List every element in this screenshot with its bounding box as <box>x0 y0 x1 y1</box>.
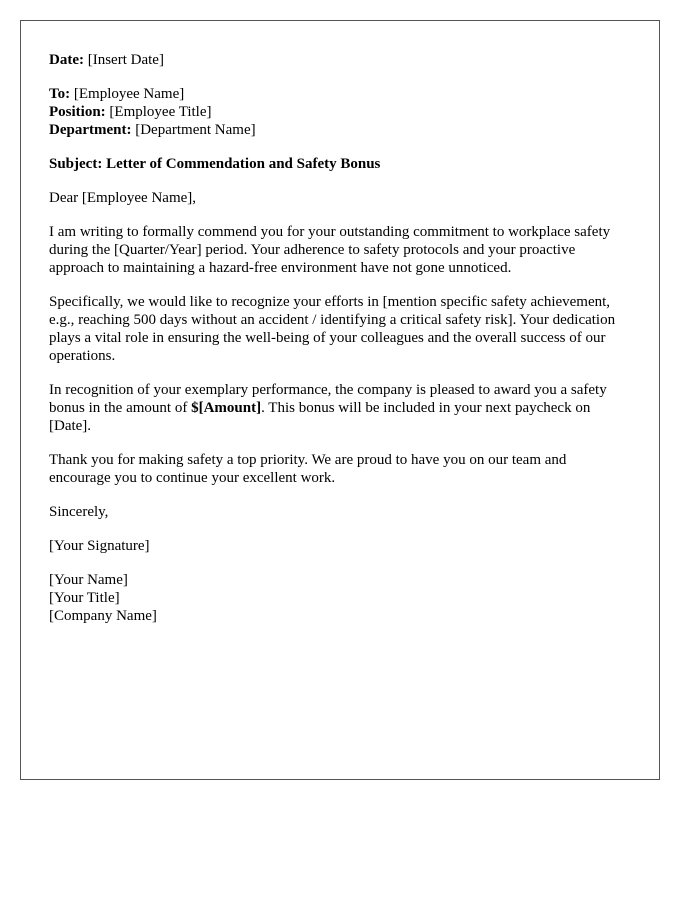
date-line <box>49 51 631 69</box>
position-line <box>49 103 631 121</box>
body-paragraph-1: I am writing to formally commend you for your outstanding commitment to workplace safety during the [Quarter/Year] period. Your adherence to safety protocols and your proactive approach to maintaining a hazard-free environment have not gone unnoticed. <box>49 224 611 276</box>
closing: Sincerely, <box>49 504 109 520</box>
salutation: Dear [Employee Name], <box>49 190 197 206</box>
bonus-text-before: In recognition of your exemplary performance, the company is pleased to award you a safety bonus in the amount of <box>49 382 607 416</box>
bonus-amount: $[Amount] <box>191 400 262 416</box>
sender-name: [Your Name] <box>49 572 128 588</box>
subject-line: Subject: Letter of Commendation and Safety Bonus <box>49 156 381 172</box>
to-value: [Employee Name] <box>73 86 185 102</box>
signature-placeholder: [Your Signature] <box>49 538 150 554</box>
position-value: [Employee Title] <box>109 104 212 120</box>
department-label: Department: <box>49 122 132 138</box>
letter-page <box>20 20 660 780</box>
sender-block <box>49 571 631 625</box>
department-line <box>49 121 631 139</box>
to-line <box>49 85 631 103</box>
body-paragraph-3 <box>49 381 631 435</box>
bonus-text-after: . This bonus will be included in your next paycheck on [Date]. <box>49 400 591 434</box>
body-paragraph-2: Specifically, we would like to recognize your efforts in [mention specific safety achievement, e.g., reaching 500 days without an accident / identifying a critical safety risk]. Your dedication plays a vital role in ensuring the well-being of your colleagues and the overall success of our operations. <box>49 294 616 364</box>
recipient-block <box>49 85 631 139</box>
body-paragraph-4: Thank you for making safety a top priority. We are proud to have you on our team and encourage you to continue your excellent work. <box>49 452 567 486</box>
sender-title: [Your Title] <box>49 590 120 606</box>
to-label: To: <box>49 86 71 102</box>
date-label: Date: <box>49 52 84 68</box>
sender-company: [Company Name] <box>49 608 157 624</box>
position-label: Position: <box>49 104 106 120</box>
department-value: [Department Name] <box>135 122 256 138</box>
date-value: [Insert Date] <box>87 52 164 68</box>
